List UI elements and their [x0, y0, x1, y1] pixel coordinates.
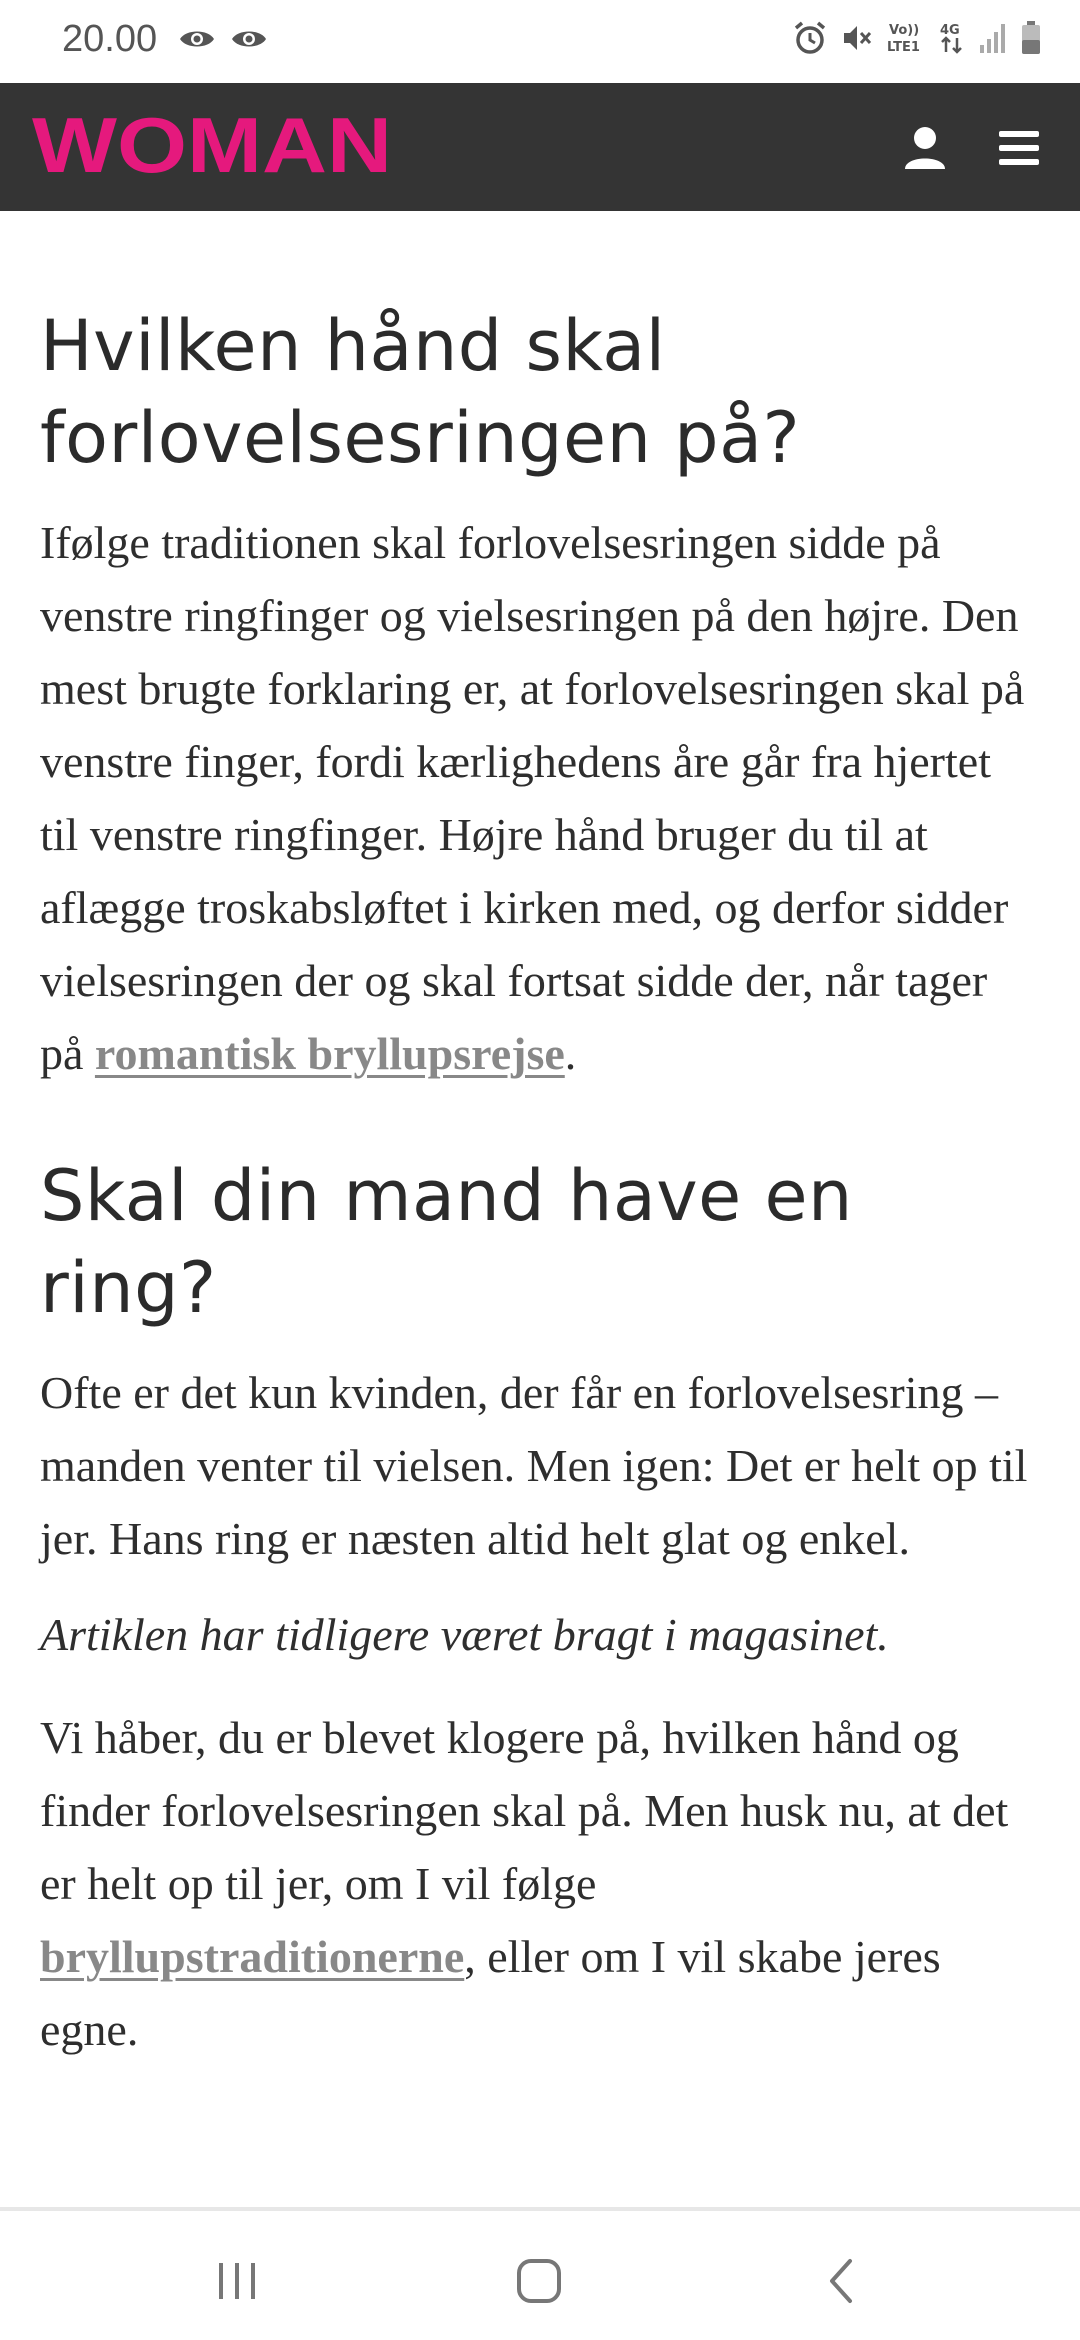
italic-note: Artiklen har tidligere været bragt i magasinet. — [40, 1609, 889, 1660]
paragraph-husband-ring: Ofte er det kun kvinden, der får en forlovelsesring – manden venter til vielsen. Men igen: Det er helt op til jer. Hans ring er næsten altid helt glat og enkel. — [40, 1367, 1028, 1564]
eye-icon — [230, 26, 268, 52]
hamburger-menu-icon[interactable] — [996, 123, 1046, 173]
article-body — [40, 300, 1040, 2096]
link-wedding-traditions[interactable]: bryllupstraditionerne — [40, 1931, 465, 1982]
battery-icon — [1020, 20, 1042, 56]
alarm-icon — [792, 20, 828, 56]
back-icon[interactable] — [824, 2257, 860, 2305]
heading-husband-ring: Skal din mand have en ring? — [40, 1155, 853, 1329]
logo-text: WOMAN — [32, 106, 392, 188]
volte-label-bottom: LTE1 — [887, 40, 920, 55]
paragraph-conclusion — [40, 1701, 1040, 2066]
recent-apps-icon[interactable] — [215, 2261, 259, 2301]
eye-icon — [178, 26, 216, 52]
paragraph-conclusion-end: , eller om I vil skabe jeres egne. — [40, 1931, 941, 2055]
status-time: 20.00 — [62, 18, 158, 60]
paragraph-tradition-text: Ifølge traditionen skal forlovelsesringen sidde på venstre ringfinger og vielsesringen på den højre. Den mest brugte forklaring er, at forlovelsesringen skal på venstre finger, fordi kærlighedens åre går fra hjertet til venstre ringfinger. Højre hånd bruger du til at aflægge troskabsløftet i kirken med, og derfor sidder vielsesringen der og skal fortsat sidde der, når tager på — [40, 517, 1025, 1079]
paragraph-tradition-end: . — [564, 1028, 577, 1079]
paragraph-tradition — [40, 506, 1040, 1090]
woman-logo[interactable] — [32, 106, 394, 188]
home-icon[interactable] — [515, 2257, 563, 2305]
heading-which-hand: Hvilken hånd skal forlovelsesringen på? — [40, 305, 801, 479]
system-navigation-bar — [0, 2211, 1080, 2340]
network-label: 4G — [940, 23, 960, 38]
signal-icon — [978, 21, 1008, 55]
user-account-icon[interactable] — [900, 123, 950, 173]
status-bar — [0, 0, 1080, 83]
link-romantic-honeymoon[interactable]: romantisk bryllupsrejse — [94, 1028, 565, 1079]
volte-label-top: Vo)) — [889, 23, 920, 38]
site-header — [0, 83, 1080, 211]
status-notification-icons — [178, 26, 268, 52]
paragraph-conclusion-text: Vi håber, du er blevet klogere på, hvilken hånd og finder forlovelsesringen skal på. Men husk nu, at det er helt op til jer, om I vil følge — [40, 1712, 1009, 1909]
mute-icon — [840, 21, 874, 55]
4g-icon — [938, 20, 966, 56]
status-system-icons — [792, 20, 1042, 56]
volte-icon — [886, 20, 926, 56]
